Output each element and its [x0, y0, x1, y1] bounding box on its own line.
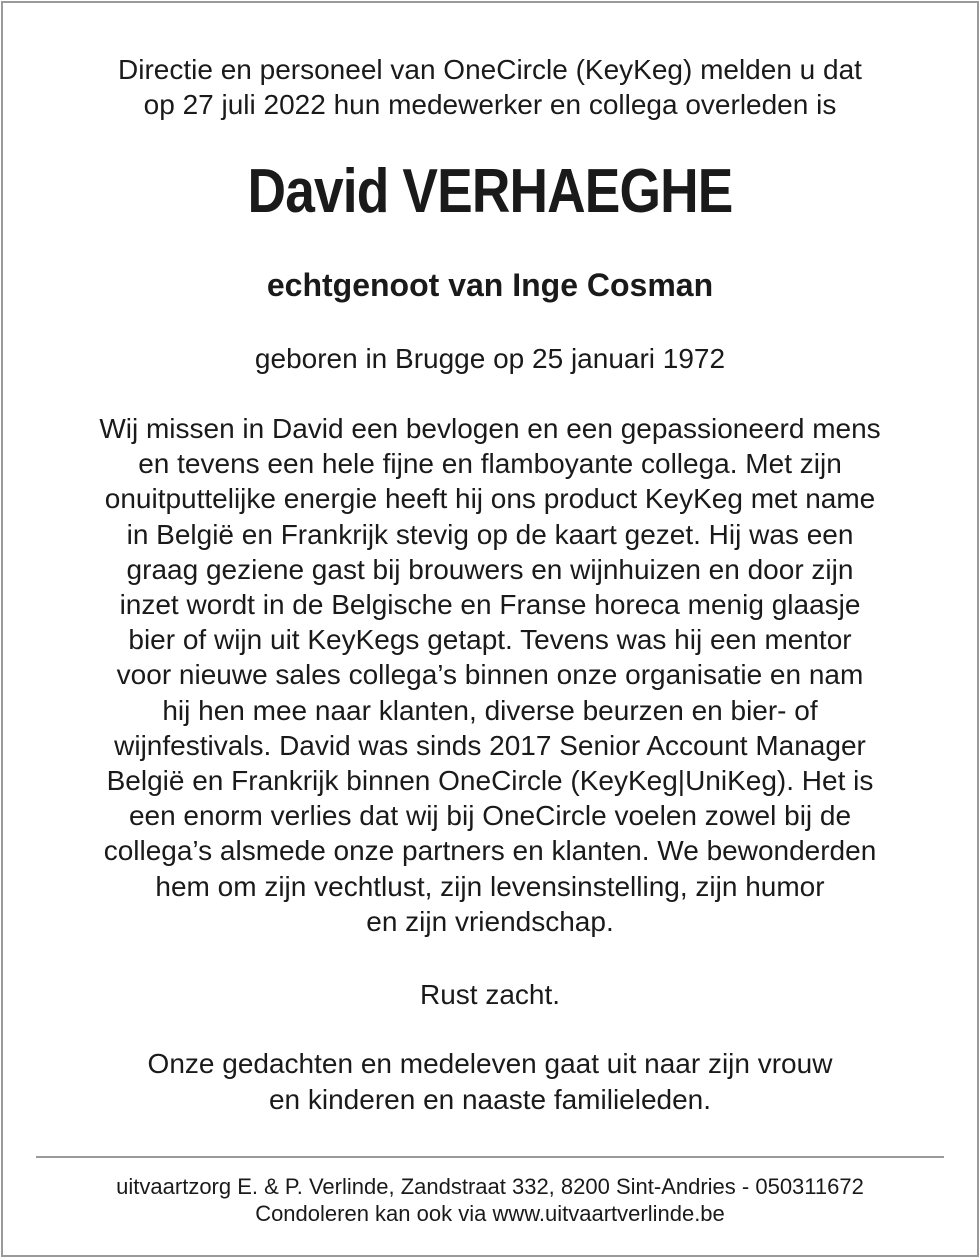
footer [0, 1173, 980, 1227]
tribute-line: collega’s alsmede onze partners en klanten. We bewonderden [103, 835, 877, 867]
spouse-line: echtgenoot van Inge Cosman [266, 267, 714, 303]
footer-divider [36, 1156, 944, 1158]
tribute-line: wijnfestivals. David was sinds 2017 Senior Account Manager [114, 729, 866, 761]
tribute-line: voor nieuwe sales collega’s binnen onze organisatie en nam [116, 659, 864, 691]
thoughts-paragraph [0, 1046, 980, 1118]
condolence-line: Condoleren kan ook via www.uitvaartverlinde.be [255, 1201, 725, 1226]
deceased-name: David VERHAEGHE [247, 157, 733, 226]
tribute-line: in België en Frankrijk stevig op de kaart gezet. Hij was een [126, 518, 854, 550]
intro-paragraph [0, 52, 980, 122]
rest-in-peace: Rust zacht. [419, 979, 561, 1010]
tribute-line: hij hen mee naar klanten, diverse beurzen en bier- of [162, 694, 818, 726]
tribute-line: een enorm verlies dat wij bij OneCircle voelen zowel bij de [128, 800, 852, 832]
intro-line: op 27 juli 2022 hun medewerker en collega overleden is [143, 89, 837, 120]
tribute-line: onuitputtelijke energie heeft hij ons product KeyKeg met name [104, 483, 876, 515]
thoughts-line: en kinderen en naaste familieleden. [268, 1084, 712, 1115]
intro-line: Directie en personeel van OneCircle (KeyKeg) melden u dat [118, 54, 862, 85]
tribute-line: en tevens een hele fijne en flamboyante collega. Met zijn [138, 448, 842, 480]
tribute-line: graag geziene gast bij brouwers en wijnhuizen en door zijn [126, 553, 854, 585]
tribute-line: bier of wijn uit KeyKegs getapt. Tevens was hij een mentor [128, 624, 852, 656]
tribute-line: en zijn vriendschap. [366, 905, 614, 937]
tribute-line: België en Frankrijk binnen OneCircle (KeyKeg|UniKeg). Het is [106, 765, 874, 797]
thoughts-line: Onze gedachten en medeleven gaat uit naar zijn vrouw [147, 1048, 833, 1079]
tribute-line: Wij missen in David een bevlogen en een gepassioneerd mens [99, 413, 881, 444]
tribute-line: hem om zijn vechtlust, zijn levensinstelling, zijn humor [155, 870, 825, 902]
tribute-line: inzet wordt in de Belgische en Franse horeca menig glaasje [119, 589, 861, 621]
tribute-paragraph [0, 411, 980, 939]
birth-line: geboren in Brugge op 25 januari 1972 [254, 343, 726, 374]
funeral-home-line: uitvaartzorg E. & P. Verlinde, Zandstraat 332, 8200 Sint-Andries - 050311672 [116, 1174, 864, 1199]
